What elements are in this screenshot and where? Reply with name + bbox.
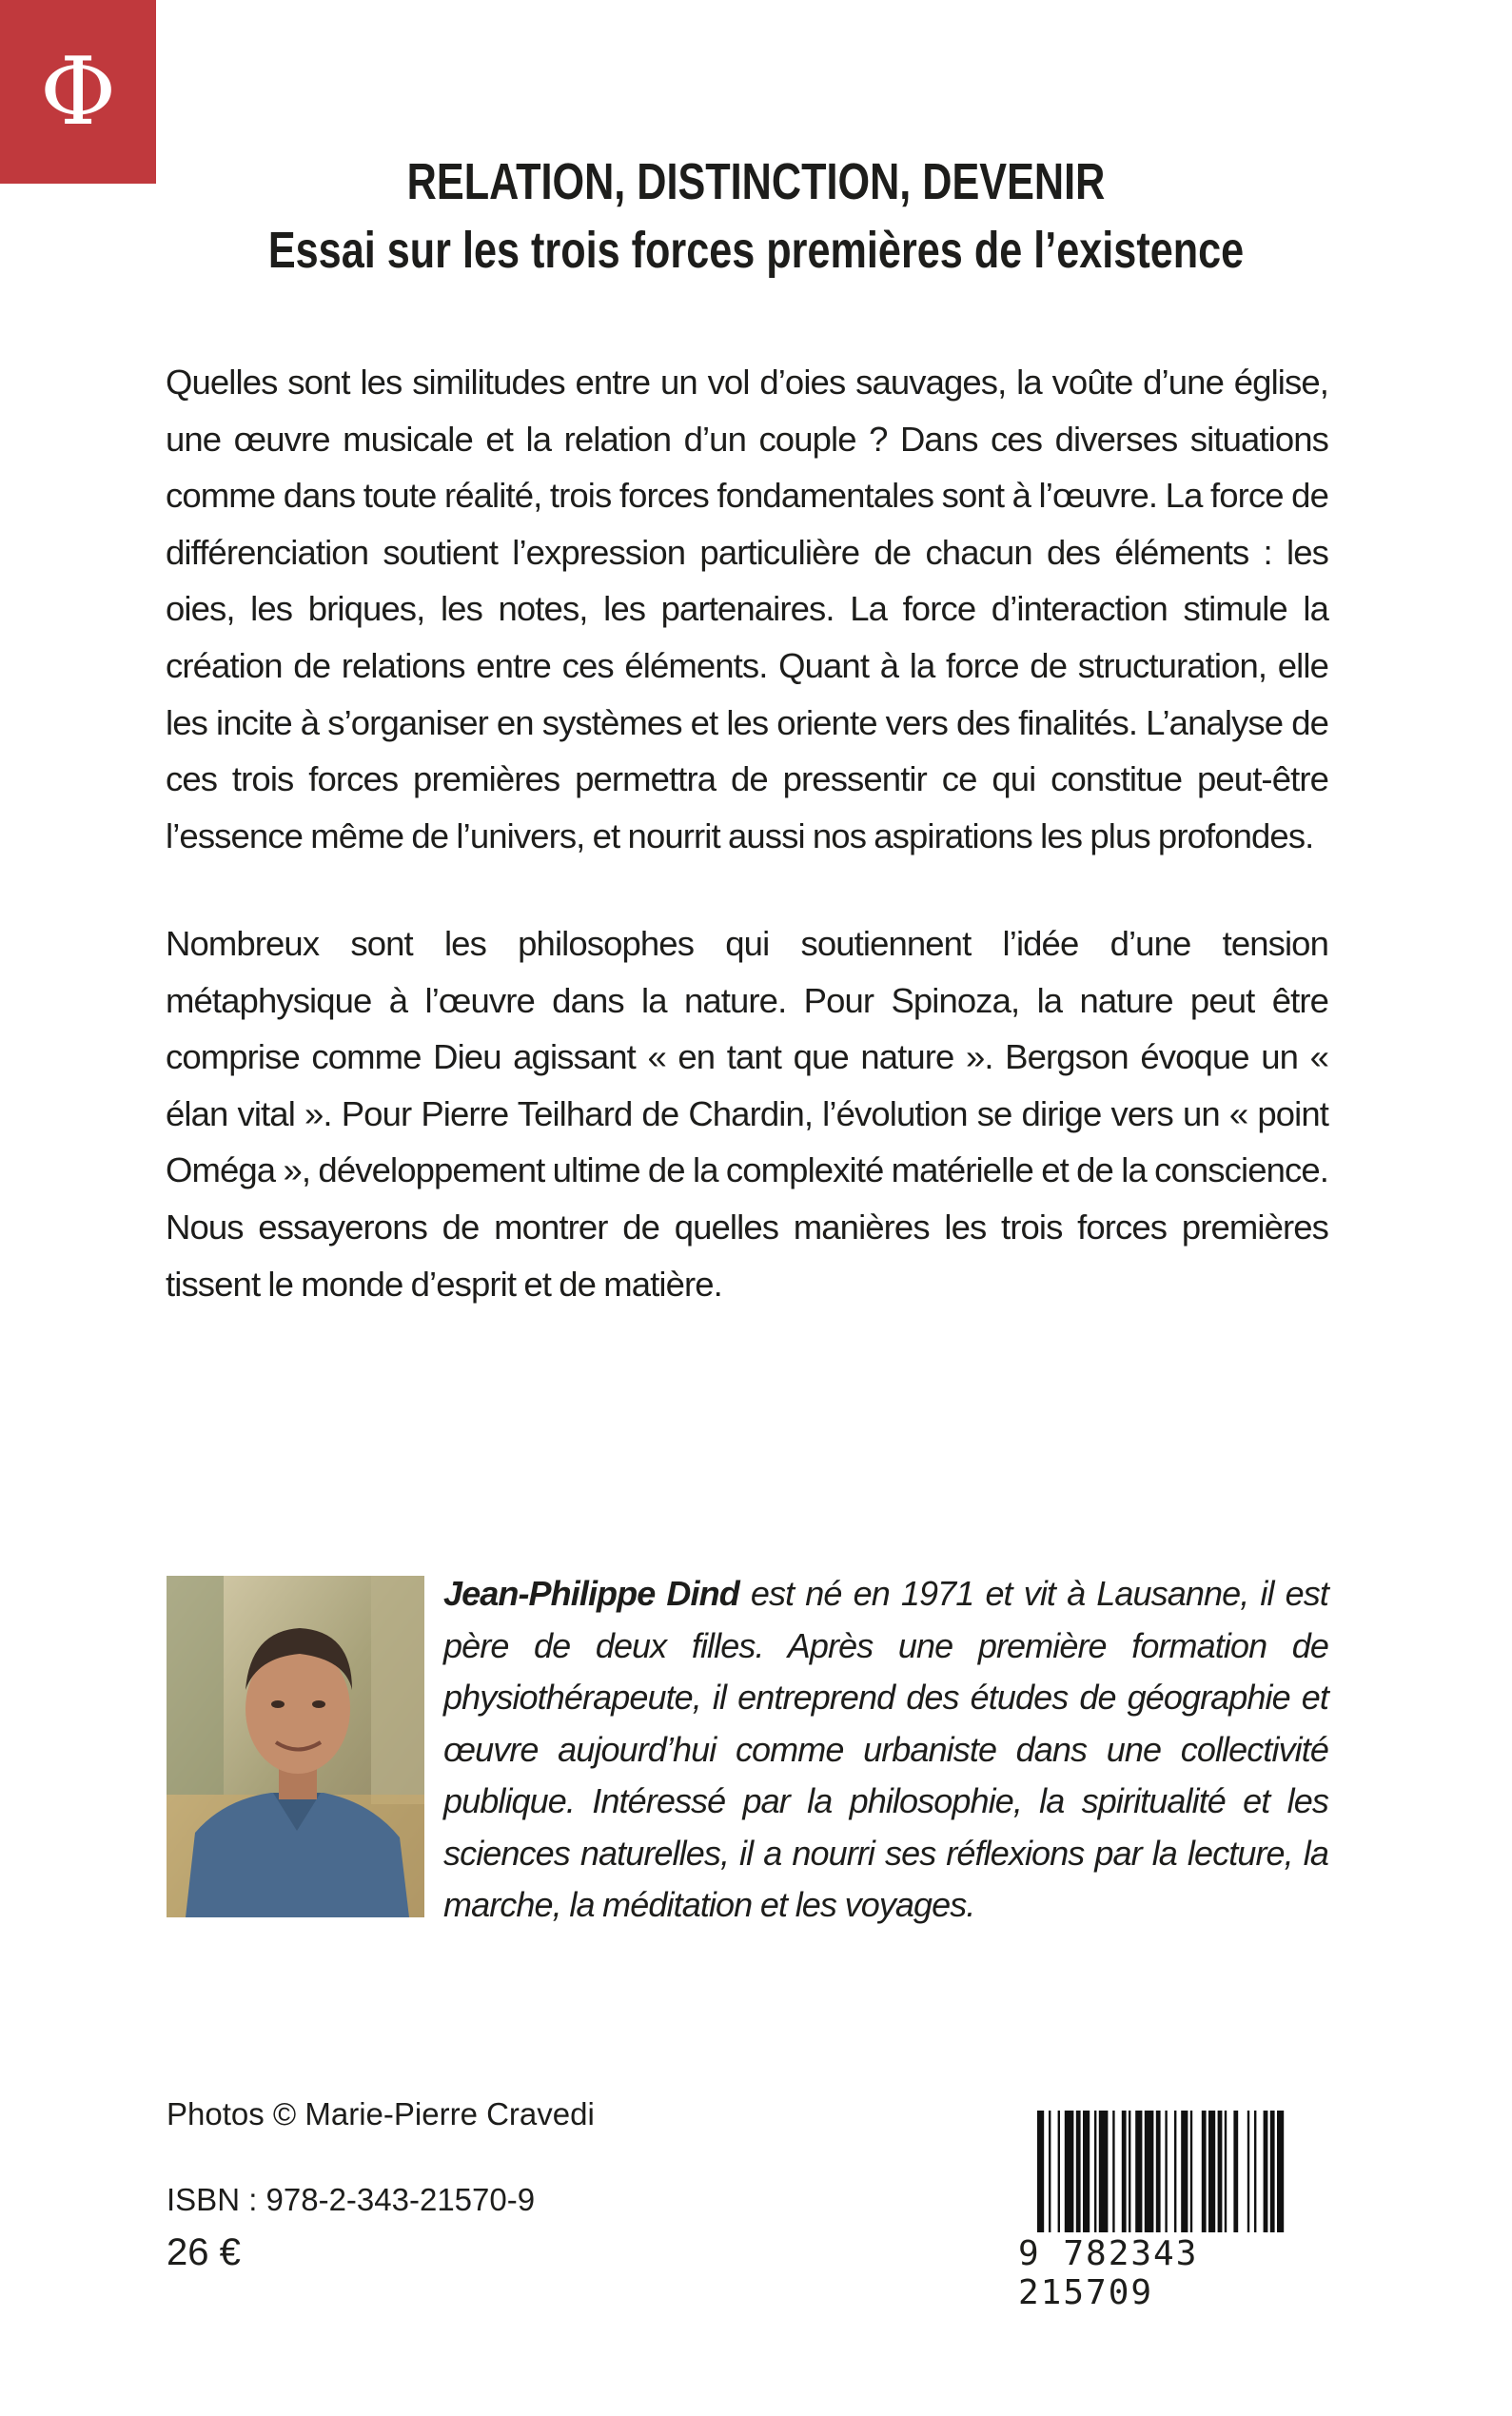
publisher-logo bbox=[0, 0, 156, 184]
blurb-paragraph-2: Nombreux sont les philosophes qui soutiennent l’idée d’une tension métaphysique à l’œuvre dans la nature. Pour Spinoza, la nature peut être comprise comme Dieu agissant « en tant que nature ». Bergson évoque un « élan vital ». Pour Pierre Teilhard de Chardin, l’évolution se dirige vers un « point Oméga », développement ultime de la complexité matérielle et de la conscience. Nous essayerons de montrer de quelles manières les trois forces premières tissent le monde d’esprit et de matière. bbox=[166, 924, 1328, 1304]
phi-logo-icon: Φ bbox=[39, 37, 117, 147]
isbn: ISBN : 978-2-343-21570-9 bbox=[167, 2182, 536, 2217]
author-name: Jean-Philippe Dind bbox=[443, 1574, 739, 1613]
book-subtitle: Essai sur les trois forces premières de l’existence bbox=[267, 222, 1245, 279]
blurb-paragraph-1: Quelles sont les similitudes entre un vol d’oies sauvages, la voûte d’une église, une œuvre musicale et la relation d’un couple ? Dans ces diverses situations comme dans toute réalité, trois forces fondamentales sont à l’œuvre. La force de différenciation soutient l’expression particulière de chacun des éléments : les oies, les briques, les notes, les partenaires. La force d’interaction stimule la création de relations entre ces éléments. Quant à la force de structuration, elle les incite à s’organiser en systèmes et les oriente vers des finalités. L’analyse de ces trois forces premières permettra de pressentir ce qui constitue peut-être l’essence même de l’univers, et nourrit aussi nos aspirations les plus profondes. bbox=[166, 363, 1328, 855]
author-photo bbox=[167, 1576, 424, 1917]
photo-credit: Photos © Marie-Pierre Cravedi bbox=[167, 2096, 595, 2131]
author-portrait-image bbox=[167, 1576, 424, 1917]
author-bio-text: est né en 1971 et vit à Lausanne, il est père de deux filles. Après une première formation de physiothérapeute, il entreprend des études de géographie et œuvre aujourd’hui comme urbaniste dans une collectivité publique. Intéressé par la philosophie, la spiritualité et les sciences naturelles, il a nourri ses réflexions par la lecture, la marche, la méditation et les voyages. bbox=[443, 1574, 1328, 1924]
barcode-digits: 9 782343 215709 bbox=[1018, 2232, 1337, 2312]
author-bio bbox=[443, 1568, 1328, 1932]
book-title: RELATION, DISTINCTION, DEVENIR bbox=[406, 153, 1106, 210]
price: 26 € bbox=[167, 2231, 241, 2273]
